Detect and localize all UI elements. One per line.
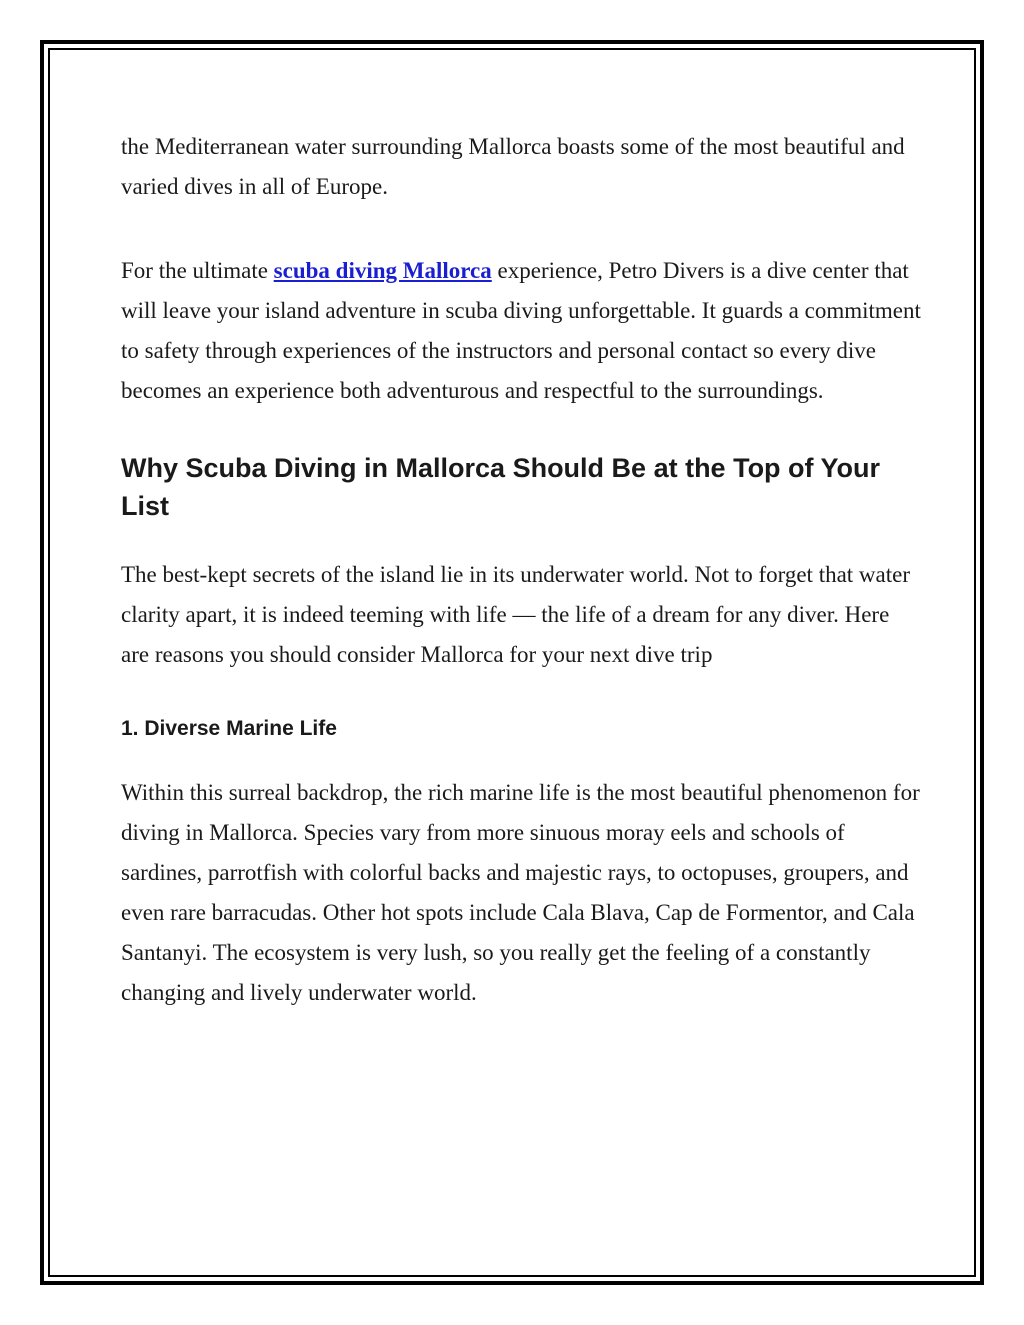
why-scuba-heading: Why Scuba Diving in Mallorca Should Be at the Top of Your List (121, 453, 881, 521)
intro-paragraph: the Mediterranean water surrounding Mallorca boasts some of the most beautiful and varied dives in all of Europe. (121, 134, 905, 199)
secrets-paragraph: The best-kept secrets of the island lie in its underwater world. Not to forget that water clarity apart, it is indeed teeming with life — the life of a dream for any diver. Here are reasons you should consider Mallorca for your next dive trip (121, 562, 911, 667)
paragraph-text-after-link: experience, Petro Divers is a dive center that will leave your island adventure in scuba diving unforgettable. It guards a commitment to safety through experiences of the instructors and personal contact so every dive becomes an experience both adventurous and respectful to the surroundings. (121, 258, 921, 403)
scuba-diving-mallorca-link[interactable]: scuba diving Mallorca (273, 258, 492, 283)
petro-divers-paragraph (121, 251, 921, 411)
paragraph-text-before-link: For the ultimate (121, 258, 274, 283)
marine-life-paragraph: Within this surreal backdrop, the rich marine life is the most beautiful phenomenon for diving in Mallorca. Species vary from more sinuous moray eels and schools of sardines, parrotfish with colorful backs and majestic rays, to octopuses, groupers, and even rare barracudas. Other hot spots include Cala Blava, Cap de Formentor, and Cala Santanyi. The ecosystem is very lush, so you really get the feeling of a constantly changing and lively underwater world. (121, 780, 920, 1005)
diverse-marine-life-heading: 1. Diverse Marine Life (121, 717, 337, 740)
document-body (121, 127, 921, 1013)
